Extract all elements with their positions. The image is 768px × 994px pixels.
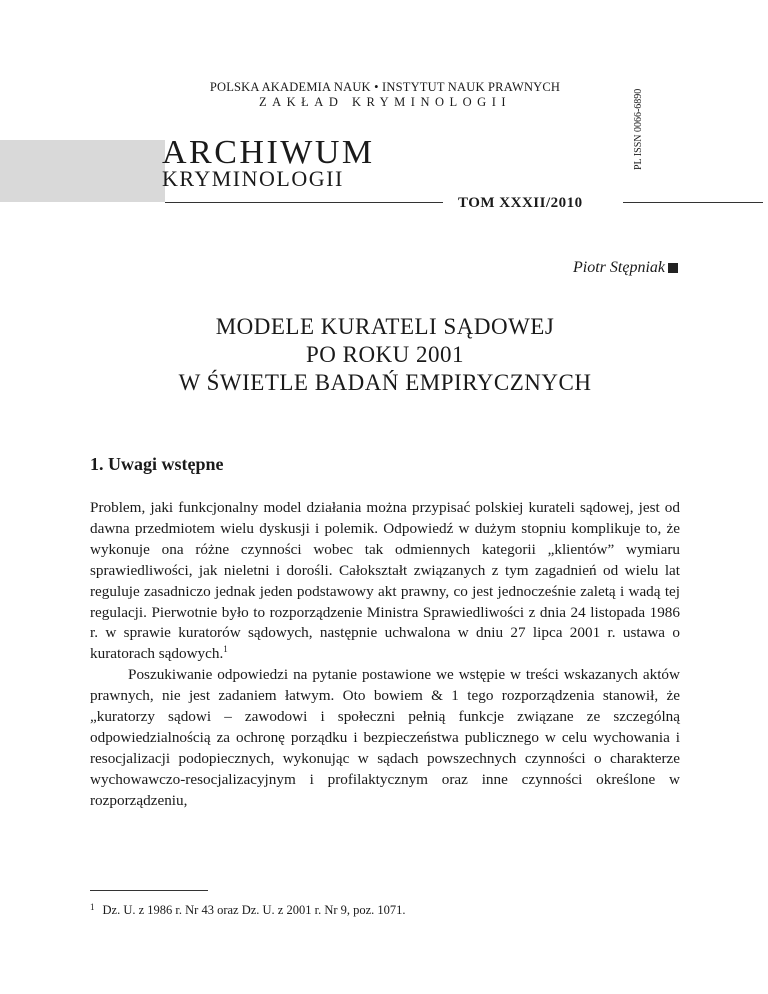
journal-title: ARCHIWUM [162,134,375,171]
footnote [90,899,406,918]
department-line: ZAKŁAD KRYMINOLOGII [258,95,512,109]
footnote-text: Dz. U. z 1986 r. Nr 43 oraz Dz. U. z 2001 r. Nr 9, poz. 1071. [102,903,406,917]
volume-rule-left [165,202,443,203]
body-paragraph: Poszukiwanie odpowiedzi na pytanie postawione we wstępie w treści wskazanych aktów prawnych, nie jest zadaniem łatwym. Oto bowiem & 1 tego rozporządzenia stanowił, że „kuratorzy sądowi – zawodowi i społeczni pełnią funkcje związane ze szczególną odpowiedzialnością za ochronę porządku i bezpieczeństwa publicznego w celu wychowania i resocjalizacji podopiecznych, wykonując w sądach powszechnych czynności o charakterze wychowawczo-resocjalizacyjnym i profilaktycznym oraz inne czynności określone w rozporządzeniu, [90,666,680,809]
section-heading: 1. Uwagi wstępne [90,454,224,474]
footnote-divider [90,890,208,891]
article-title-line: MODELE KURATELI SĄDOWEJ [215,314,555,339]
footnote-reference: 1 [223,644,228,655]
article-title-line: PO ROKU 2001 [305,342,465,367]
author-name: Piotr Stępniak [573,259,665,276]
body-paragraph [90,498,680,665]
paragraph-text: Problem, jaki funkcjonalny model działania można przypisać polskiej kurateli sądowej, jest od dawna przedmiotem wielu dyskusji i polemik. Odpowiedź w dużym stopniu komplikuje to, że wykonuje ona różne czynności wobec tak odmiennych kategorii „klientów” wymiaru sprawiedliwości, jak nieletni i dorośli. Całokształt związanych z tym zagadnień od wielu lat reguluje zasadniczo jednak jeden podstawowy akt prawny, co jest jednocześnie zaletą i wadą tej regulacji. Pierwotnie było to rozporządzenie Ministra Sprawiedliwości z dnia 24 listopada 1986 r. w sprawie kuratorów sądowych, następnie uchwalona w dniu 27 lipca 2001 r. ustawa o kuratorach sądowych. [90,499,680,663]
author-square-icon [668,263,678,273]
volume-rule-right [623,202,763,203]
publisher-line: POLSKA AKADEMIA NAUK • INSTYTUT NAUK PRAWNYCH [209,80,561,94]
journal-title-band [0,140,165,202]
article-body [90,498,680,812]
journal-subtitle: KRYMINOLOGII [162,166,344,191]
footnote-number: 1 [90,902,95,912]
issn-vertical: PL ISSN 0066-6890 [633,88,644,170]
article-title-line: W ŚWIETLE BADAŃ EMPIRYCZNYCH [178,370,592,395]
article-title [90,313,680,397]
volume-label: TOM XXXII/2010 [458,195,583,211]
